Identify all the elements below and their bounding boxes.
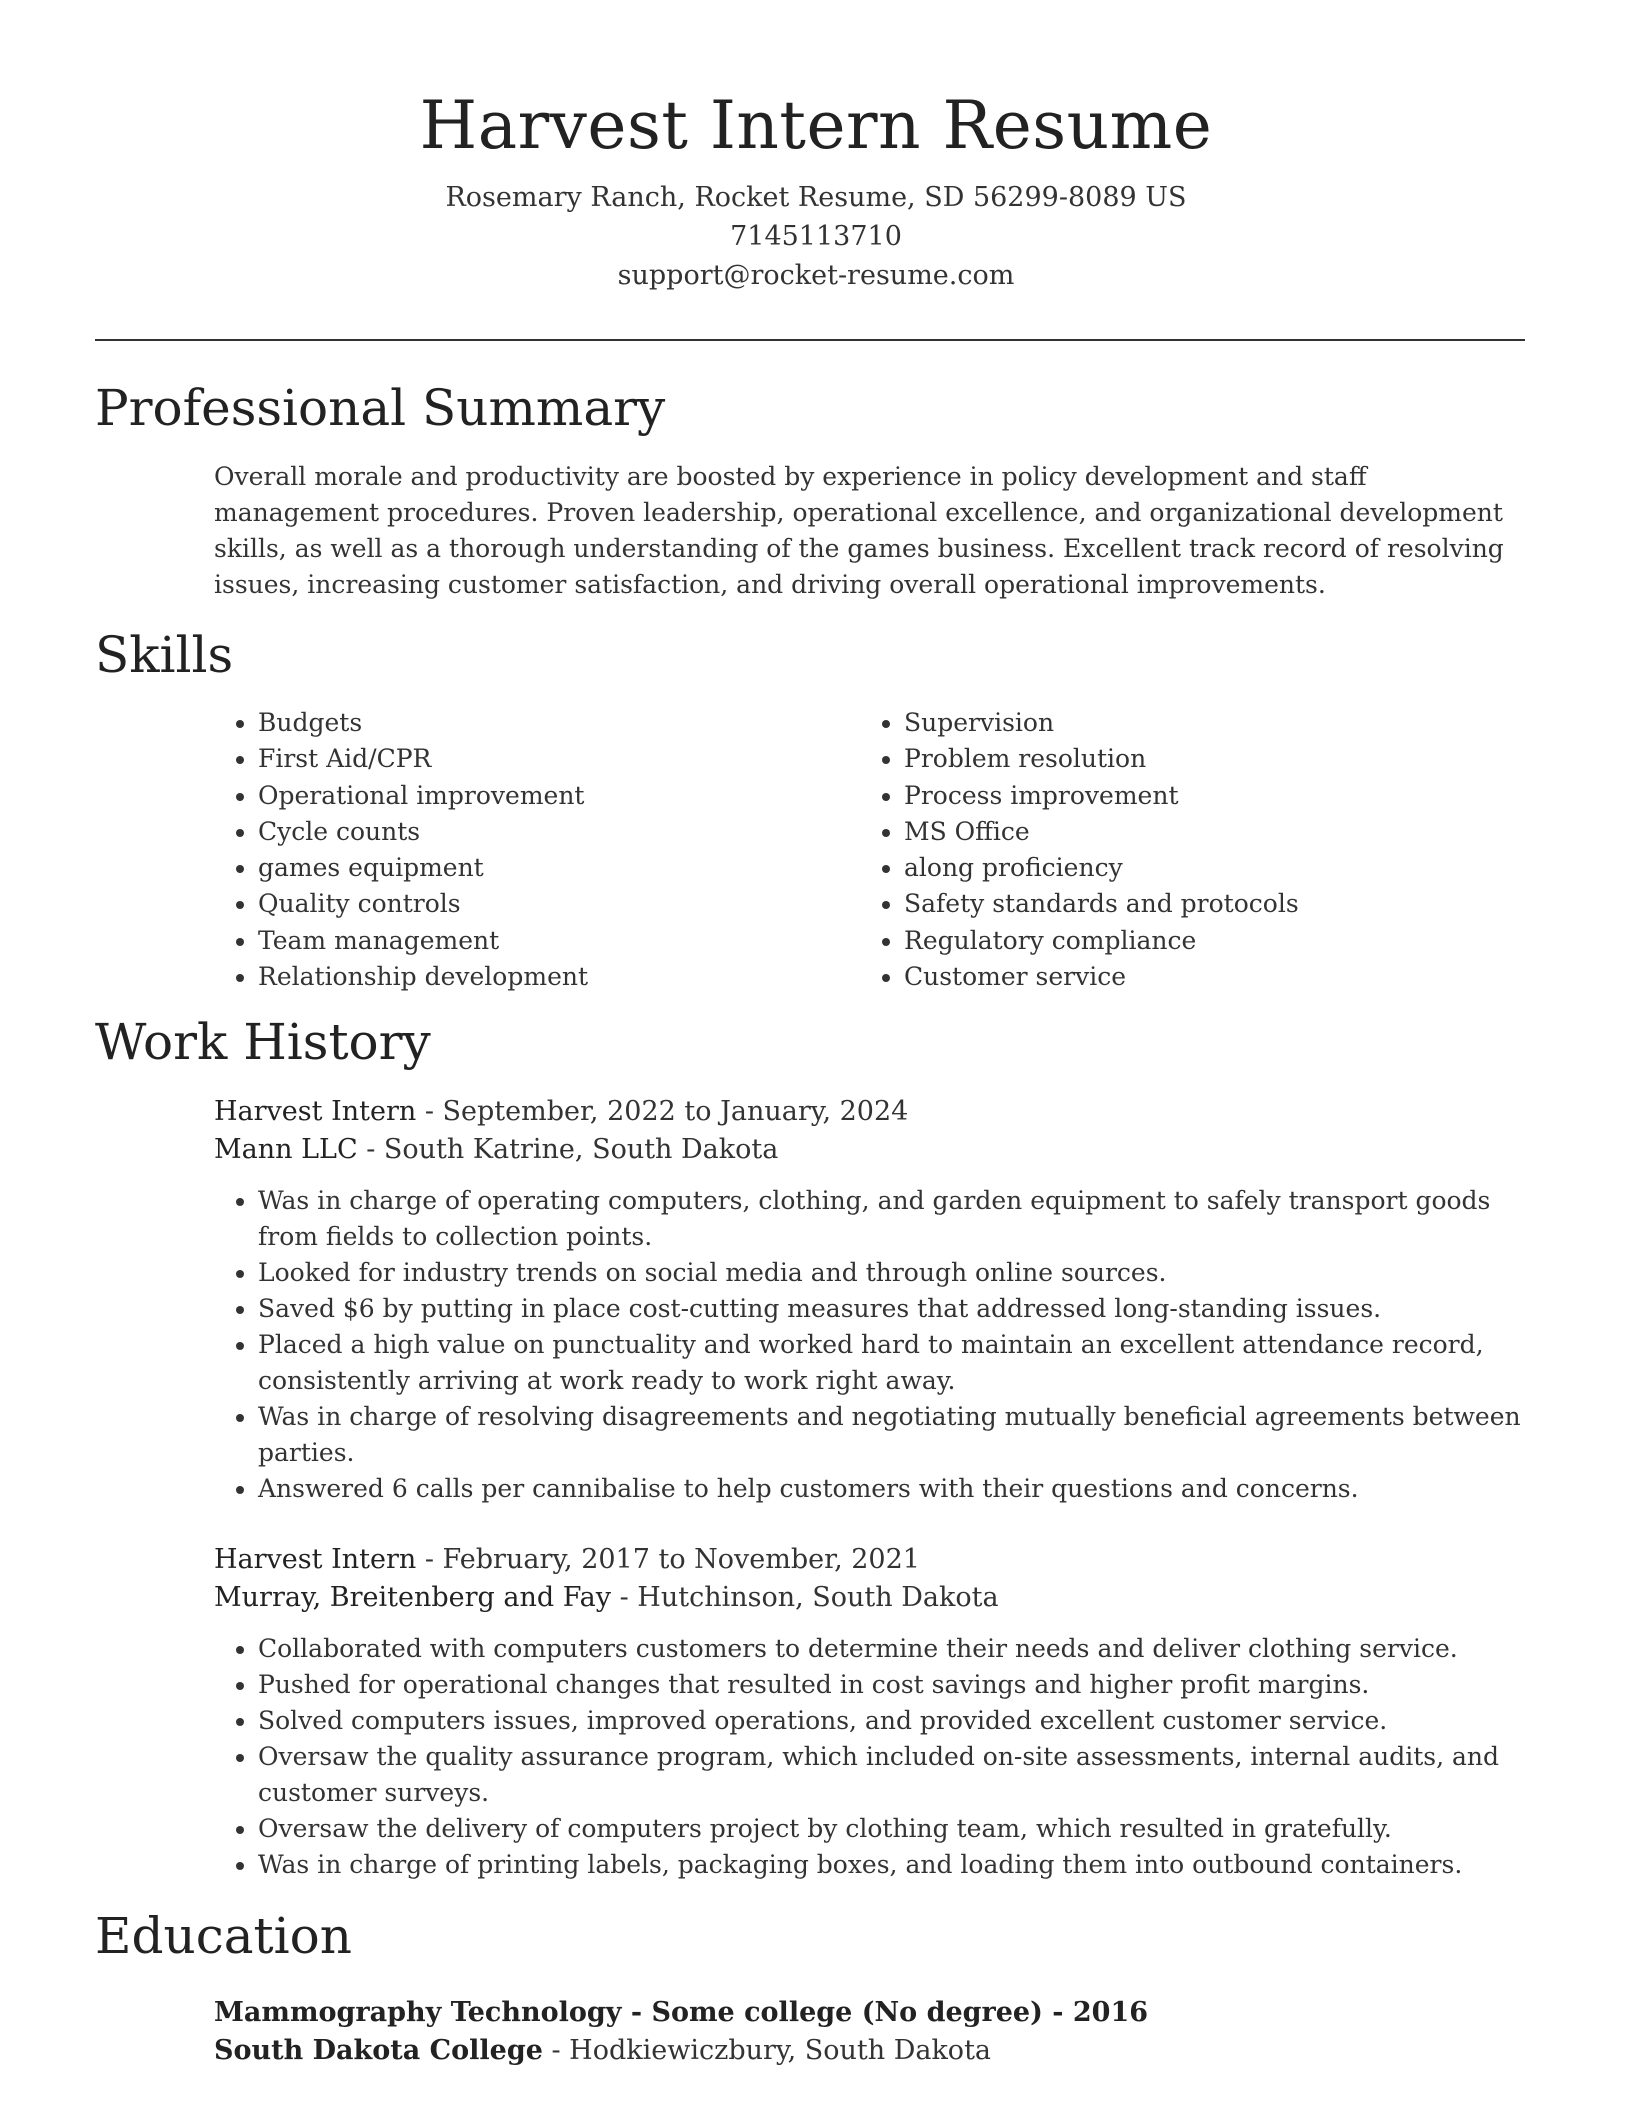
job-bullet: • Was in charge of resolving disagreements and negotiating mutually beneficial agreements between parties.: [258, 1399, 1526, 1471]
job-bullet: • Solved computers issues, improved operations, and provided excellent customer service.: [258, 1703, 1526, 1739]
skill-item: • Relationship development: [258, 959, 860, 995]
job-bullet: • Placed a high value on punctuality and worked hard to maintain an excellent attendance record, consistently arriving at work ready to work right away.: [258, 1327, 1526, 1399]
education-school-line: [214, 2032, 1526, 2070]
skills-list: [214, 705, 1526, 995]
header-divider: [95, 339, 1525, 341]
job-dates: - February, 2017 to November, 2021: [416, 1544, 920, 1575]
job-bullet: • Pushed for operational changes that resulted in cost savings and higher profit margins.: [258, 1667, 1526, 1703]
education-program: Mammography Technology: [214, 1997, 622, 2028]
education-location: - Hodkiewiczbury, South Dakota: [542, 2035, 992, 2066]
skill-item: • First Aid/CPR: [258, 741, 860, 777]
skill-item: • Supervision: [904, 705, 1506, 741]
education-degree: - Some college (No degree) - 2016: [621, 1997, 1149, 2028]
job-entry: [214, 1541, 1526, 1883]
section-title-work-history: Work History: [95, 1013, 431, 1071]
job-company: Murray, Breitenberg and Fay: [214, 1582, 611, 1613]
job-entry: [214, 1093, 1526, 1507]
skill-item: • Operational improvement: [258, 778, 860, 814]
contact-block: [0, 178, 1632, 295]
job-company: Mann LLC: [214, 1134, 358, 1165]
job-bullets: [214, 1183, 1526, 1507]
skills-column-left: [214, 705, 860, 995]
skill-item: • Customer service: [904, 959, 1506, 995]
skill-item: • Problem resolution: [904, 741, 1506, 777]
job-dates: - September, 2022 to January, 2024: [416, 1096, 909, 1127]
skill-item: • along proficiency: [904, 850, 1506, 886]
skill-item: • Team management: [258, 923, 860, 959]
job-bullet: • Was in charge of operating computers, clothing, and garden equipment to safely transport goods from fields to collection points.: [258, 1183, 1526, 1255]
skill-item: • Cycle counts: [258, 814, 860, 850]
job-title: Harvest Intern: [214, 1096, 417, 1127]
education-school: South Dakota College: [214, 2035, 543, 2066]
job-bullet: • Collaborated with computers customers to determine their needs and deliver clothing service.: [258, 1631, 1526, 1667]
job-title: Harvest Intern: [214, 1544, 417, 1575]
contact-address: Rosemary Ranch, Rocket Resume, SD 56299-8089 US: [445, 182, 1187, 213]
skill-item: • Regulatory compliance: [904, 923, 1506, 959]
job-location: - South Katrine, South Dakota: [357, 1134, 779, 1165]
job-title-line: [214, 1541, 1526, 1579]
job-bullet: • Oversaw the delivery of computers project by clothing team, which resulted in gratefully.: [258, 1811, 1526, 1847]
job-bullet: • Looked for industry trends on social media and through online sources.: [258, 1255, 1526, 1291]
skills-column-right: [860, 705, 1506, 995]
contact-email: support@rocket-resume.com: [617, 260, 1015, 291]
education-program-line: [214, 1994, 1526, 2032]
job-bullet: • Answered 6 calls per cannibalise to help customers with their questions and concerns.: [258, 1471, 1526, 1507]
job-bullet: • Oversaw the quality assurance program, which included on-site assessments, internal audits, and customer surveys.: [258, 1739, 1526, 1811]
skill-item: • MS Office: [904, 814, 1506, 850]
job-location: - Hutchinson, South Dakota: [611, 1582, 999, 1613]
section-title-education: Education: [95, 1907, 352, 1965]
skill-item: • games equipment: [258, 850, 860, 886]
skill-item: • Safety standards and protocols: [904, 886, 1506, 922]
job-company-line: [214, 1579, 1526, 1617]
skill-item: • Budgets: [258, 705, 860, 741]
skill-item: • Quality controls: [258, 886, 860, 922]
job-bullet: • Was in charge of printing labels, packaging boxes, and loading them into outbound containers.: [258, 1847, 1526, 1883]
education-entry: [214, 1994, 1526, 2070]
skill-item: • Process improvement: [904, 778, 1506, 814]
summary-text: Overall morale and productivity are boosted by experience in policy development and staff management procedures. Proven leadership, operational excellence, and organizational development skills, as well as a thorough understanding of the games business. Excellent track record of resolving issues, increasing customer satisfaction, and driving overall operational improvements.: [214, 462, 1504, 599]
section-title-skills: Skills: [95, 626, 234, 684]
job-title-line: [214, 1093, 1526, 1131]
resume-title: Harvest Intern Resume: [419, 87, 1213, 164]
job-bullet: • Saved $6 by putting in place cost-cutting measures that addressed long-standing issues.: [258, 1291, 1526, 1327]
section-title-summary: Professional Summary: [95, 379, 666, 437]
job-company-line: [214, 1131, 1526, 1169]
contact-phone: 7145113710: [730, 221, 902, 252]
job-bullets: [214, 1631, 1526, 1883]
resume-header: [0, 88, 1632, 295]
